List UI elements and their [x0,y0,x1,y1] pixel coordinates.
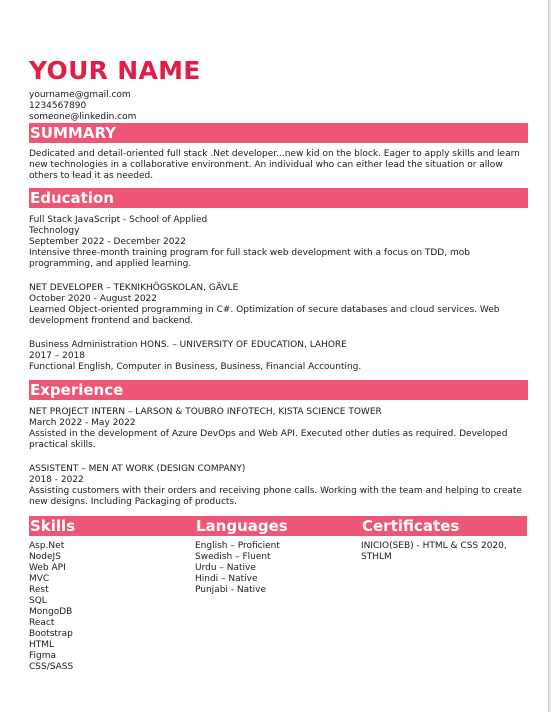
certificates-list [361,541,527,563]
education-description: Intensive three-month training program for full stack web development with a focus on TDD, mob programming, and applied learning. [29,248,470,269]
language-item: Punjabi - Native [195,585,267,595]
language-item: Swedish – Fluent [195,552,271,562]
skill-item: Rest [29,585,49,595]
skill-item: MVC [29,574,50,584]
education-description: Functional English, Computer in Business, Business, Financial Accounting. [29,362,362,372]
experience-dates: 2018 - 2022 [29,475,84,485]
skill-item: Bootstrap [29,629,73,639]
experience-heading: Experience [29,380,528,400]
certificates-column [361,516,527,673]
skill-item: Figma [29,651,57,661]
contact-info [29,90,528,123]
linkedin-text: someone@linkedin.com [29,112,137,122]
skill-item: Web API [29,563,66,573]
skill-item: Asp.Net [29,541,65,551]
education-heading: Education [29,188,528,208]
languages-heading: Languages [195,516,361,536]
education-dates: 2017 – 2018 [29,351,86,361]
experience-entry [29,407,528,451]
phone-text: 1234567890 [29,101,87,111]
email-text: yourname@gmail.com [29,90,131,100]
skills-column [29,516,195,673]
summary-text: Dedicated and detail-oriented full stack .Net developer...new kid on the block. Eager to apply skills and learn new technologies in a collaborative environment. An individual who can either lead the situation or allow others to lead it as needed. [29,149,520,181]
language-item: English – Proficient [195,541,280,551]
bottom-columns [29,516,528,673]
resume-content [29,56,528,673]
skills-heading: Skills [29,516,195,536]
education-entry [29,340,528,373]
education-description: Learned Object-oriented programming in C#. Optimization of secure databases and cloud services. Web development frontend and backend. [29,305,500,326]
language-item: Hindi – Native [195,574,258,584]
education-dates: September 2022 - December 2022 [29,237,186,247]
languages-list [195,541,361,596]
certificate-item: INICIO(SEB) - HTML & CSS 2020, STHLM [361,541,507,562]
certificates-heading: Certificates [361,516,527,536]
education-dates: October 2020 - August 2022 [29,294,158,304]
skill-item: SQL [29,596,47,606]
experience-title: ASSISTENT – MEN AT WORK (DESIGN COMPANY) [29,464,246,474]
language-item: Urdu – Native [195,563,256,573]
experience-description: Assisted in the development of Azure DevOps and Web API. Executed other duties as required. Developed practical skills. [29,429,508,450]
skill-item: CSS/SASS [29,662,74,672]
education-title: Full Stack JavaScript - School of Applied Technology [29,215,208,236]
education-title: Business Administration HONS. – UNIVERSITY OF EDUCATION, LAHORE [29,340,347,350]
education-title: NET DEVELOPER – TEKNIKHÖGSKOLAN, GÄVLE [29,283,239,293]
education-entry [29,283,528,327]
skill-item: NodeJS [29,552,61,562]
summary-heading: SUMMARY [29,123,528,143]
candidate-name: YOUR NAME [29,56,201,85]
education-entry [29,215,528,270]
skill-item: HTML [29,640,55,650]
skill-item: MongoDB [29,607,73,617]
experience-description: Assisting customers with their orders and receiving phone calls. Working with the team and helping to create new designs. Including Packaging of products. [29,486,522,507]
experience-entry [29,464,528,508]
experience-title: NET PROJECT INTERN – LARSON & TOUBRO INFOTECH, KISTA SCIENCE TOWER [29,407,382,417]
experience-dates: March 2022 - May 2022 [29,418,136,428]
skill-item: React [29,618,55,628]
languages-column [195,516,361,673]
skills-list [29,541,195,673]
